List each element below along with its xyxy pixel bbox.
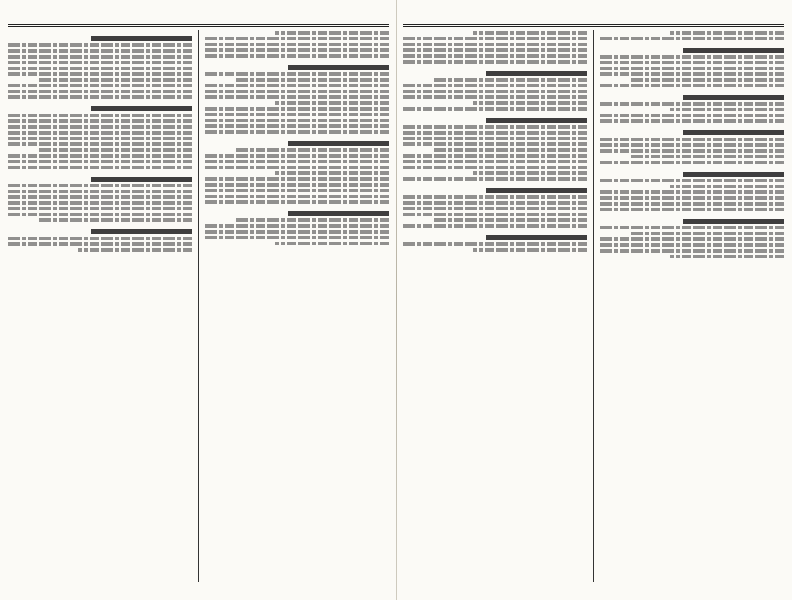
center-fold (396, 0, 397, 600)
text-line-placeholder (600, 102, 784, 106)
text-line-placeholder (8, 90, 192, 94)
heading-line-placeholder (683, 95, 784, 100)
text-line-placeholder (8, 184, 192, 188)
text-line-placeholder (8, 154, 192, 158)
text-line-placeholder (205, 48, 389, 52)
right-page-col-right (600, 30, 784, 582)
left-page-col-right (205, 30, 389, 582)
text-line-placeholder (432, 218, 587, 222)
text-line-placeholder (8, 213, 192, 217)
text-line-placeholder (432, 78, 587, 82)
text-line-placeholder (670, 31, 784, 35)
text-line-placeholder (600, 196, 784, 200)
text-line-placeholder (205, 166, 389, 170)
text-line-placeholder (8, 61, 192, 65)
text-line-placeholder (403, 54, 587, 58)
text-line-placeholder (8, 55, 192, 59)
text-line-placeholder (8, 49, 192, 53)
right-page (403, 8, 784, 594)
heading-line-placeholder (486, 118, 587, 123)
text-line-placeholder (234, 218, 389, 222)
text-line-placeholder (403, 60, 587, 64)
text-line-placeholder (403, 177, 587, 181)
text-line-placeholder (473, 101, 587, 105)
text-line-placeholder (403, 213, 587, 217)
heading-line-placeholder (91, 229, 192, 234)
text-line-placeholder (205, 154, 389, 158)
right-columns (403, 30, 784, 582)
paragraph-gap (600, 166, 784, 169)
text-line-placeholder (8, 207, 192, 211)
text-line-placeholder (403, 224, 587, 228)
paragraph-gap (600, 90, 784, 93)
text-line-placeholder (403, 137, 587, 141)
text-line-placeholder (403, 242, 587, 246)
text-line-placeholder (205, 230, 389, 234)
text-line-placeholder (8, 84, 192, 88)
right-column-separator (593, 30, 594, 582)
text-line-placeholder (629, 78, 784, 82)
right-page-foot (403, 584, 784, 594)
paragraph-gap (403, 230, 587, 233)
text-line-placeholder (600, 55, 784, 59)
text-line-placeholder (8, 242, 192, 246)
text-line-placeholder (275, 31, 389, 35)
text-line-placeholder (600, 237, 784, 241)
text-line-placeholder (670, 255, 784, 259)
text-line-placeholder (8, 125, 192, 129)
text-line-placeholder (600, 202, 784, 206)
text-line-placeholder (670, 185, 784, 189)
text-line-placeholder (205, 90, 389, 94)
right-head-rule (403, 24, 784, 27)
text-line-placeholder (275, 242, 389, 246)
heading-line-placeholder (486, 71, 587, 76)
text-line-placeholder (205, 224, 389, 228)
text-line-placeholder (600, 72, 784, 76)
heading-line-placeholder (683, 172, 784, 177)
text-line-placeholder (473, 31, 587, 35)
heading-line-placeholder (683, 130, 784, 135)
text-line-placeholder (8, 237, 192, 241)
text-line-placeholder (37, 78, 192, 82)
heading-line-placeholder (486, 235, 587, 240)
text-line-placeholder (473, 248, 587, 252)
text-line-placeholder (403, 207, 587, 211)
text-line-placeholder (432, 148, 587, 152)
right-page-col-left (403, 30, 587, 582)
text-line-placeholder (473, 171, 587, 175)
heading-line-placeholder (288, 211, 389, 216)
text-line-placeholder (234, 78, 389, 82)
paragraph-gap (205, 60, 389, 63)
text-line-placeholder (600, 119, 784, 123)
paragraph-gap (205, 206, 389, 209)
heading-line-placeholder (683, 219, 784, 224)
text-line-placeholder (205, 84, 389, 88)
text-line-placeholder (600, 61, 784, 65)
text-line-placeholder (8, 131, 192, 135)
text-line-placeholder (600, 161, 784, 165)
left-column-separator (198, 30, 199, 582)
text-line-placeholder (205, 54, 389, 58)
text-line-placeholder (8, 142, 192, 146)
text-line-placeholder (8, 166, 192, 170)
text-line-placeholder (600, 143, 784, 147)
text-line-placeholder (8, 43, 192, 47)
text-line-placeholder (205, 95, 389, 99)
paragraph-gap (403, 66, 587, 69)
text-line-placeholder (403, 37, 587, 41)
heading-line-placeholder (683, 48, 784, 53)
text-line-placeholder (8, 160, 192, 164)
text-line-placeholder (205, 119, 389, 123)
text-line-placeholder (600, 138, 784, 142)
heading-line-placeholder (288, 141, 389, 146)
text-line-placeholder (205, 195, 389, 199)
text-line-placeholder (205, 177, 389, 181)
text-line-placeholder (205, 43, 389, 47)
heading-line-placeholder (486, 188, 587, 193)
paragraph-gap (205, 136, 389, 139)
left-page-col-left-placeholder (8, 30, 192, 252)
text-line-placeholder (403, 154, 587, 158)
text-line-placeholder (403, 195, 587, 199)
text-line-placeholder (8, 95, 192, 99)
left-page (8, 8, 389, 594)
left-columns (8, 30, 389, 582)
paragraph-gap (8, 171, 192, 174)
text-line-placeholder (8, 119, 192, 123)
text-line-placeholder (8, 72, 192, 76)
text-line-placeholder (403, 160, 587, 164)
heading-line-placeholder (91, 36, 192, 41)
text-line-placeholder (37, 148, 192, 152)
text-line-placeholder (600, 84, 784, 88)
text-line-placeholder (600, 37, 784, 41)
paragraph-gap (403, 113, 587, 116)
heading-line-placeholder (288, 65, 389, 70)
text-line-placeholder (8, 190, 192, 194)
paragraph-gap (8, 224, 192, 227)
text-line-placeholder (205, 183, 389, 187)
right-page-col-left-placeholder (403, 30, 587, 252)
left-page-col-left (8, 30, 192, 582)
text-line-placeholder (205, 107, 389, 111)
paragraph-gap (403, 183, 587, 186)
paragraph-gap (600, 213, 784, 216)
text-line-placeholder (275, 171, 389, 175)
text-line-placeholder (629, 155, 784, 159)
text-line-placeholder (629, 232, 784, 236)
text-line-placeholder (600, 179, 784, 183)
text-line-placeholder (403, 48, 587, 52)
paragraph-gap (8, 101, 192, 104)
text-line-placeholder (403, 90, 587, 94)
text-line-placeholder (205, 124, 389, 128)
text-line-placeholder (205, 160, 389, 164)
text-line-placeholder (600, 243, 784, 247)
text-line-placeholder (205, 200, 389, 204)
text-line-placeholder (403, 125, 587, 129)
text-line-placeholder (78, 248, 192, 252)
text-line-placeholder (8, 201, 192, 205)
text-line-placeholder (600, 149, 784, 153)
text-line-placeholder (8, 137, 192, 141)
right-page-col-right-placeholder (600, 30, 784, 258)
paragraph-gap (600, 125, 784, 128)
text-line-placeholder (600, 208, 784, 212)
text-line-placeholder (403, 131, 587, 135)
text-line-placeholder (600, 226, 784, 230)
paragraph-gap (8, 31, 192, 34)
text-line-placeholder (205, 113, 389, 117)
left-page-foot (8, 584, 389, 594)
text-line-placeholder (600, 114, 784, 118)
text-line-placeholder (205, 72, 389, 76)
text-line-placeholder (205, 189, 389, 193)
text-line-placeholder (403, 142, 587, 146)
left-head-rule (8, 24, 389, 27)
text-line-placeholder (275, 101, 389, 105)
text-line-placeholder (205, 130, 389, 134)
text-line-placeholder (600, 67, 784, 71)
text-line-placeholder (8, 114, 192, 118)
text-line-placeholder (670, 108, 784, 112)
paragraph-gap (600, 43, 784, 46)
text-line-placeholder (205, 236, 389, 240)
text-line-placeholder (37, 218, 192, 222)
text-line-placeholder (403, 107, 587, 111)
text-line-placeholder (403, 201, 587, 205)
text-line-placeholder (403, 166, 587, 170)
text-line-placeholder (8, 67, 192, 71)
heading-line-placeholder (91, 177, 192, 182)
text-line-placeholder (403, 84, 587, 88)
text-line-placeholder (403, 43, 587, 47)
left-running-head (8, 8, 389, 22)
text-line-placeholder (234, 148, 389, 152)
right-running-head (403, 8, 784, 22)
text-line-placeholder (403, 95, 587, 99)
text-line-placeholder (205, 37, 389, 41)
text-line-placeholder (600, 190, 784, 194)
text-line-placeholder (600, 249, 784, 253)
text-line-placeholder (8, 195, 192, 199)
heading-line-placeholder (91, 106, 192, 111)
left-page-col-right-placeholder (205, 30, 389, 245)
